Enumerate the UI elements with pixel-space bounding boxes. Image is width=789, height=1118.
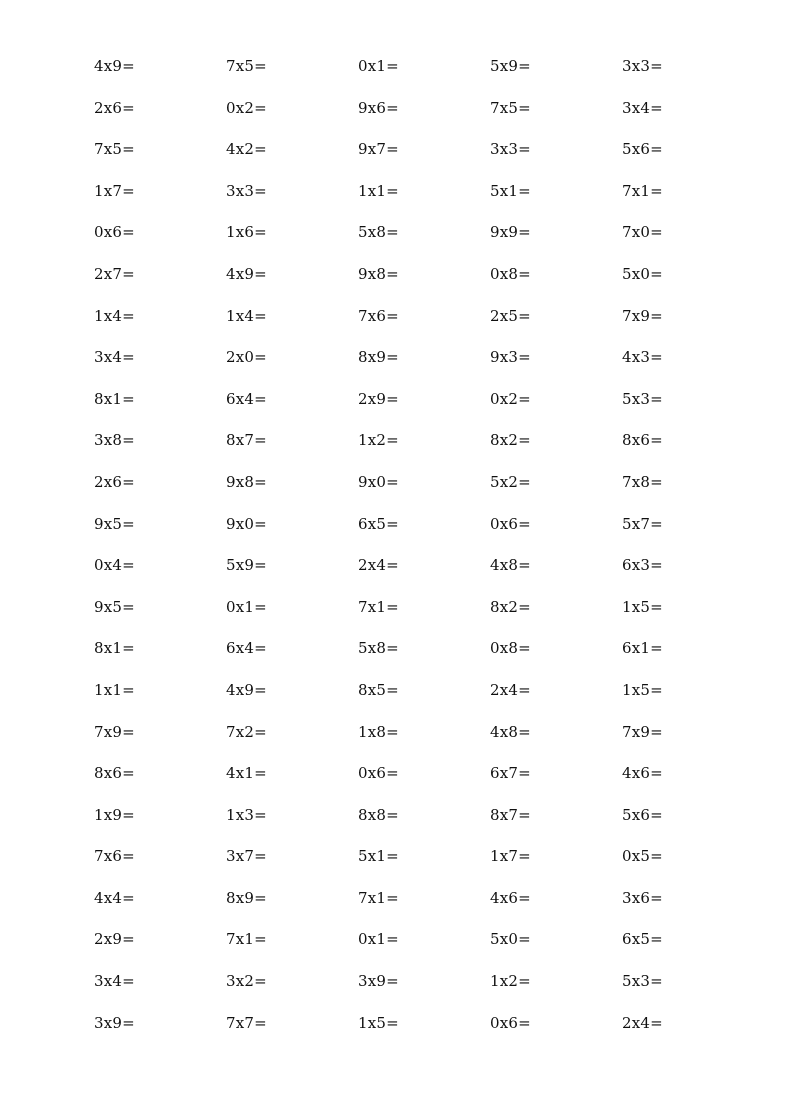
multiplication-problem: 0x6= bbox=[94, 223, 135, 242]
multiplication-problem: 1x8= bbox=[358, 722, 399, 741]
multiplication-problem: 1x5= bbox=[622, 680, 663, 699]
multiplication-problem: 6x1= bbox=[622, 639, 663, 658]
multiplication-problem: 8x9= bbox=[226, 888, 267, 907]
multiplication-problem: 6x7= bbox=[490, 764, 531, 783]
problem-row bbox=[94, 389, 754, 431]
multiplication-problem: 0x6= bbox=[490, 1013, 531, 1032]
problem-row bbox=[94, 430, 754, 472]
problem-row bbox=[94, 514, 754, 556]
problem-row bbox=[94, 805, 754, 847]
multiplication-problem: 2x4= bbox=[358, 556, 399, 575]
problem-row bbox=[94, 264, 754, 306]
multiplication-problem: 3x6= bbox=[622, 888, 663, 907]
multiplication-problem: 7x1= bbox=[358, 888, 399, 907]
multiplication-problem: 1x6= bbox=[226, 223, 267, 242]
multiplication-problem: 5x9= bbox=[490, 57, 531, 75]
multiplication-problem: 9x0= bbox=[226, 514, 267, 533]
multiplication-problem: 3x7= bbox=[226, 847, 267, 866]
multiplication-problem: 7x7= bbox=[226, 1013, 267, 1032]
multiplication-problem: 3x4= bbox=[94, 348, 135, 367]
problem-row bbox=[94, 680, 754, 722]
multiplication-problem: 3x3= bbox=[622, 57, 663, 75]
problem-row bbox=[94, 971, 754, 1013]
problem-row bbox=[94, 1013, 754, 1055]
multiplication-problem: 1x1= bbox=[358, 181, 399, 200]
multiplication-problem: 8x6= bbox=[622, 431, 663, 450]
multiplication-problem: 7x1= bbox=[622, 181, 663, 200]
problem-row bbox=[94, 555, 754, 597]
multiplication-problem: 1x7= bbox=[94, 181, 135, 200]
multiplication-problem: 2x9= bbox=[94, 930, 135, 949]
multiplication-problem: 1x5= bbox=[622, 597, 663, 616]
multiplication-problem: 1x1= bbox=[94, 680, 135, 699]
multiplication-problem: 7x5= bbox=[94, 140, 135, 159]
multiplication-problem: 5x3= bbox=[622, 389, 663, 408]
problem-row bbox=[94, 347, 754, 389]
multiplication-problem: 0x1= bbox=[358, 930, 399, 949]
multiplication-problem: 4x8= bbox=[490, 556, 531, 575]
problem-grid bbox=[94, 56, 754, 1054]
multiplication-problem: 0x1= bbox=[358, 57, 399, 75]
multiplication-problem: 2x0= bbox=[226, 348, 267, 367]
multiplication-problem: 1x2= bbox=[358, 431, 399, 450]
multiplication-problem: 7x8= bbox=[622, 472, 663, 491]
multiplication-problem: 0x4= bbox=[94, 556, 135, 575]
multiplication-problem: 5x2= bbox=[490, 472, 531, 491]
multiplication-problem: 1x9= bbox=[94, 805, 135, 824]
problem-row bbox=[94, 306, 754, 348]
multiplication-problem: 7x2= bbox=[226, 722, 267, 741]
multiplication-problem: 0x8= bbox=[490, 639, 531, 658]
multiplication-problem: 8x8= bbox=[358, 805, 399, 824]
multiplication-problem: 8x9= bbox=[358, 348, 399, 367]
multiplication-problem: 2x4= bbox=[490, 680, 531, 699]
multiplication-problem: 1x5= bbox=[358, 1013, 399, 1032]
multiplication-problem: 5x1= bbox=[490, 181, 531, 200]
multiplication-problem: 0x6= bbox=[490, 514, 531, 533]
multiplication-problem: 0x2= bbox=[490, 389, 531, 408]
multiplication-problem: 1x3= bbox=[226, 805, 267, 824]
multiplication-problem: 6x3= bbox=[622, 556, 663, 575]
multiplication-problem: 9x9= bbox=[490, 223, 531, 242]
multiplication-problem: 0x2= bbox=[226, 98, 267, 117]
problem-row bbox=[94, 597, 754, 639]
multiplication-problem: 5x0= bbox=[490, 930, 531, 949]
multiplication-problem: 7x1= bbox=[358, 597, 399, 616]
multiplication-problem: 3x9= bbox=[94, 1013, 135, 1032]
multiplication-problem: 4x8= bbox=[490, 722, 531, 741]
multiplication-problem: 3x4= bbox=[622, 98, 663, 117]
multiplication-problem: 2x9= bbox=[358, 389, 399, 408]
problem-row bbox=[94, 763, 754, 805]
multiplication-problem: 3x4= bbox=[94, 972, 135, 991]
multiplication-problem: 7x0= bbox=[622, 223, 663, 242]
multiplication-problem: 3x3= bbox=[490, 140, 531, 159]
multiplication-problem: 5x8= bbox=[358, 223, 399, 242]
multiplication-problem: 9x8= bbox=[358, 264, 399, 283]
problem-row bbox=[94, 56, 754, 98]
multiplication-problem: 9x8= bbox=[226, 472, 267, 491]
multiplication-problem: 7x9= bbox=[622, 306, 663, 325]
multiplication-problem: 8x7= bbox=[490, 805, 531, 824]
multiplication-problem: 5x3= bbox=[622, 972, 663, 991]
multiplication-problem: 0x8= bbox=[490, 264, 531, 283]
multiplication-problem: 9x6= bbox=[358, 98, 399, 117]
multiplication-problem: 8x1= bbox=[94, 639, 135, 658]
multiplication-problem: 4x9= bbox=[226, 264, 267, 283]
multiplication-problem: 4x4= bbox=[94, 888, 135, 907]
multiplication-problem: 7x1= bbox=[226, 930, 267, 949]
multiplication-problem: 8x2= bbox=[490, 597, 531, 616]
multiplication-problem: 1x4= bbox=[226, 306, 267, 325]
multiplication-problem: 4x2= bbox=[226, 140, 267, 159]
multiplication-problem: 4x3= bbox=[622, 348, 663, 367]
multiplication-problem: 2x6= bbox=[94, 98, 135, 117]
multiplication-problem: 2x7= bbox=[94, 264, 135, 283]
multiplication-problem: 1x2= bbox=[490, 972, 531, 991]
problem-row bbox=[94, 888, 754, 930]
multiplication-problem: 0x1= bbox=[226, 597, 267, 616]
multiplication-problem: 9x5= bbox=[94, 597, 135, 616]
multiplication-problem: 5x6= bbox=[622, 805, 663, 824]
multiplication-problem: 4x6= bbox=[490, 888, 531, 907]
problem-row bbox=[94, 846, 754, 888]
multiplication-problem: 9x7= bbox=[358, 140, 399, 159]
problem-row bbox=[94, 638, 754, 680]
multiplication-problem: 3x2= bbox=[226, 972, 267, 991]
multiplication-problem: 6x4= bbox=[226, 389, 267, 408]
problem-row bbox=[94, 929, 754, 971]
multiplication-problem: 0x5= bbox=[622, 847, 663, 866]
multiplication-problem: 7x5= bbox=[226, 57, 267, 75]
multiplication-problem: 1x4= bbox=[94, 306, 135, 325]
multiplication-problem: 8x6= bbox=[94, 764, 135, 783]
multiplication-problem: 8x5= bbox=[358, 680, 399, 699]
multiplication-problem: 6x4= bbox=[226, 639, 267, 658]
multiplication-problem: 8x2= bbox=[490, 431, 531, 450]
multiplication-problem: 3x9= bbox=[358, 972, 399, 991]
multiplication-problem: 8x1= bbox=[94, 389, 135, 408]
multiplication-problem: 5x9= bbox=[226, 556, 267, 575]
multiplication-problem: 9x5= bbox=[94, 514, 135, 533]
multiplication-problem: 6x5= bbox=[358, 514, 399, 533]
multiplication-problem: 4x1= bbox=[226, 764, 267, 783]
multiplication-problem: 4x9= bbox=[226, 680, 267, 699]
multiplication-problem: 7x6= bbox=[358, 306, 399, 325]
multiplication-problem: 9x3= bbox=[490, 348, 531, 367]
multiplication-problem: 8x7= bbox=[226, 431, 267, 450]
problem-row bbox=[94, 722, 754, 764]
multiplication-problem: 5x6= bbox=[622, 140, 663, 159]
multiplication-problem: 5x7= bbox=[622, 514, 663, 533]
multiplication-problem: 2x6= bbox=[94, 472, 135, 491]
multiplication-problem: 3x8= bbox=[94, 431, 135, 450]
multiplication-problem: 9x0= bbox=[358, 472, 399, 491]
multiplication-problem: 4x9= bbox=[94, 57, 135, 75]
problem-row bbox=[94, 222, 754, 264]
multiplication-problem: 4x6= bbox=[622, 764, 663, 783]
problem-row bbox=[94, 139, 754, 181]
multiplication-problem: 5x1= bbox=[358, 847, 399, 866]
multiplication-problem: 6x5= bbox=[622, 930, 663, 949]
multiplication-problem: 7x6= bbox=[94, 847, 135, 866]
multiplication-problem: 2x4= bbox=[622, 1013, 663, 1032]
multiplication-problem: 2x5= bbox=[490, 306, 531, 325]
multiplication-problem: 7x9= bbox=[622, 722, 663, 741]
multiplication-problem: 0x6= bbox=[358, 764, 399, 783]
multiplication-problem: 7x9= bbox=[94, 722, 135, 741]
multiplication-problem: 1x7= bbox=[490, 847, 531, 866]
multiplication-problem: 3x3= bbox=[226, 181, 267, 200]
multiplication-problem: 7x5= bbox=[490, 98, 531, 117]
problem-row bbox=[94, 181, 754, 223]
problem-row bbox=[94, 98, 754, 140]
multiplication-problem: 5x8= bbox=[358, 639, 399, 658]
multiplication-problem: 5x0= bbox=[622, 264, 663, 283]
problem-row bbox=[94, 472, 754, 514]
